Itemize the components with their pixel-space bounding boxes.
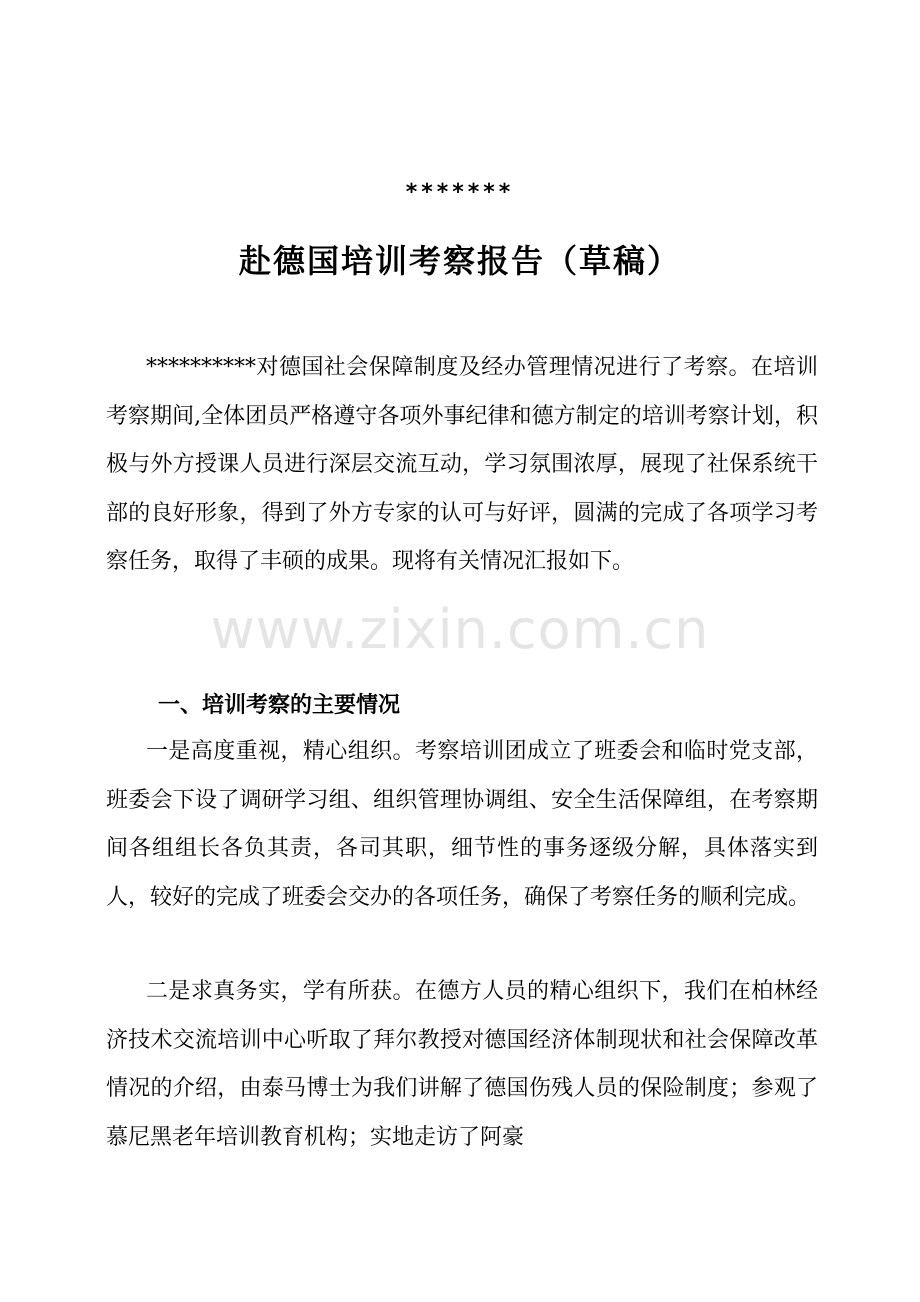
watermark: www.zixin.com.cn [210, 598, 710, 661]
document-title: 赴德国培训考察报告（草稿） [238, 242, 681, 280]
header-stars: ******* [405, 180, 515, 205]
body-paragraph-2: 二是求真务实，学有所获。在德方人员的精心组织下，我们在柏林经济技术交流培训中心听取了拜尔教授对德国经济体制现状和社会保障改革情况的介绍，由泰马博士为我们讲解了德国伤残人员的保险制度；参观了慕尼黑老年培训教育机构；实地走访了阿豪 [106, 979, 818, 1150]
body-paragraph-1: 一是高度重视，精心组织。考察培训团成立了班委会和临时党支部，班委会下设了调研学习组、组织管理协调组、安全生活保障组，在考察期间各组组长各负其责，各司其职，细节性的事务逐级分解，具体落实到人，较好的完成了班委会交办的各项任务，确保了考察任务的顺利完成。 [106, 739, 818, 910]
intro-paragraph: **********对德国社会保障制度及经办管理情况进行了考察。在培训考察期间,全体团员严格遵守各项外事纪律和德方制定的培训考察计划，积极与外方授课人员进行深层交流互动，学习氛围浓厚，展现了社保系统干部的良好形象，得到了外方专家的认可与好评，圆满的完成了各项学习考察任务，取得了丰硕的成果。现将有关情况汇报如下。 [106, 355, 818, 574]
section-heading: 一、培训考察的主要情况 [158, 693, 401, 718]
